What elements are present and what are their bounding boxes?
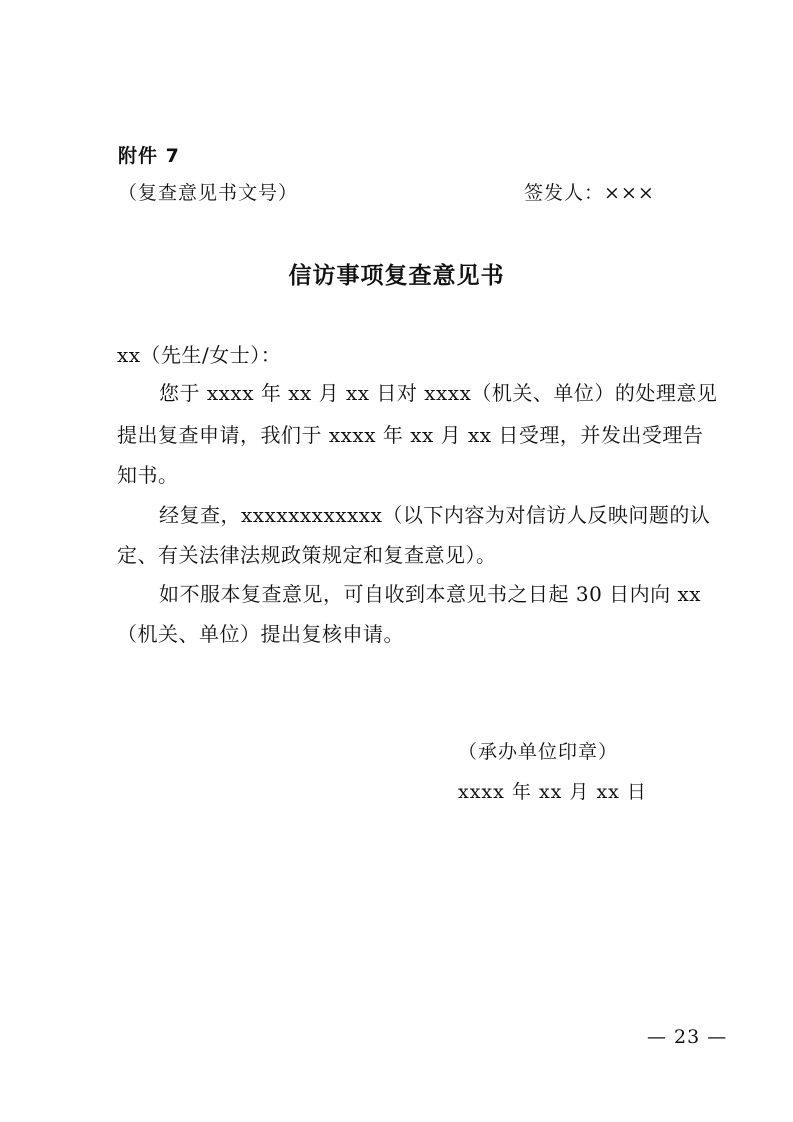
paragraph-2-line-1: 经复查，xxxxxxxxxxxx（以下内容为对信访人反映问题的认 (159, 503, 711, 527)
attachment-label: 附件 7 (118, 145, 180, 167)
paragraph-1-line-2: 提出复查申请，我们于 xxxx 年 xx 月 xx 日受理，并发出受理告 (117, 423, 704, 447)
seal-label: （承办单位印章） (458, 741, 619, 763)
paragraph-3-line-1: 如不服本复查意见，可自收到本意见书之日起 30 日内向 xx (159, 582, 702, 606)
issuer-line: 签发人：××× (524, 182, 655, 204)
document-number-placeholder: （复查意见书文号） (118, 182, 299, 204)
paragraph-1-line-1: 您于 xxxx 年 xx 月 xx 日对 xxxx（机关、单位）的处理意见 (159, 381, 718, 405)
salutation: xx（先生/女士）： (117, 343, 282, 367)
signature-date: xxxx 年 xx 月 xx 日 (458, 781, 647, 803)
document-title: 信访事项复查意见书 (288, 263, 505, 289)
paragraph-1-line-3: 知书。 (117, 463, 179, 487)
paragraph-2-line-2: 定、有关法律法规政策规定和复查意见）。 (117, 543, 497, 567)
page-number: — 23 — (647, 1026, 728, 1048)
paragraph-3-line-2: （机关、单位）提出复核申请。 (117, 622, 404, 646)
